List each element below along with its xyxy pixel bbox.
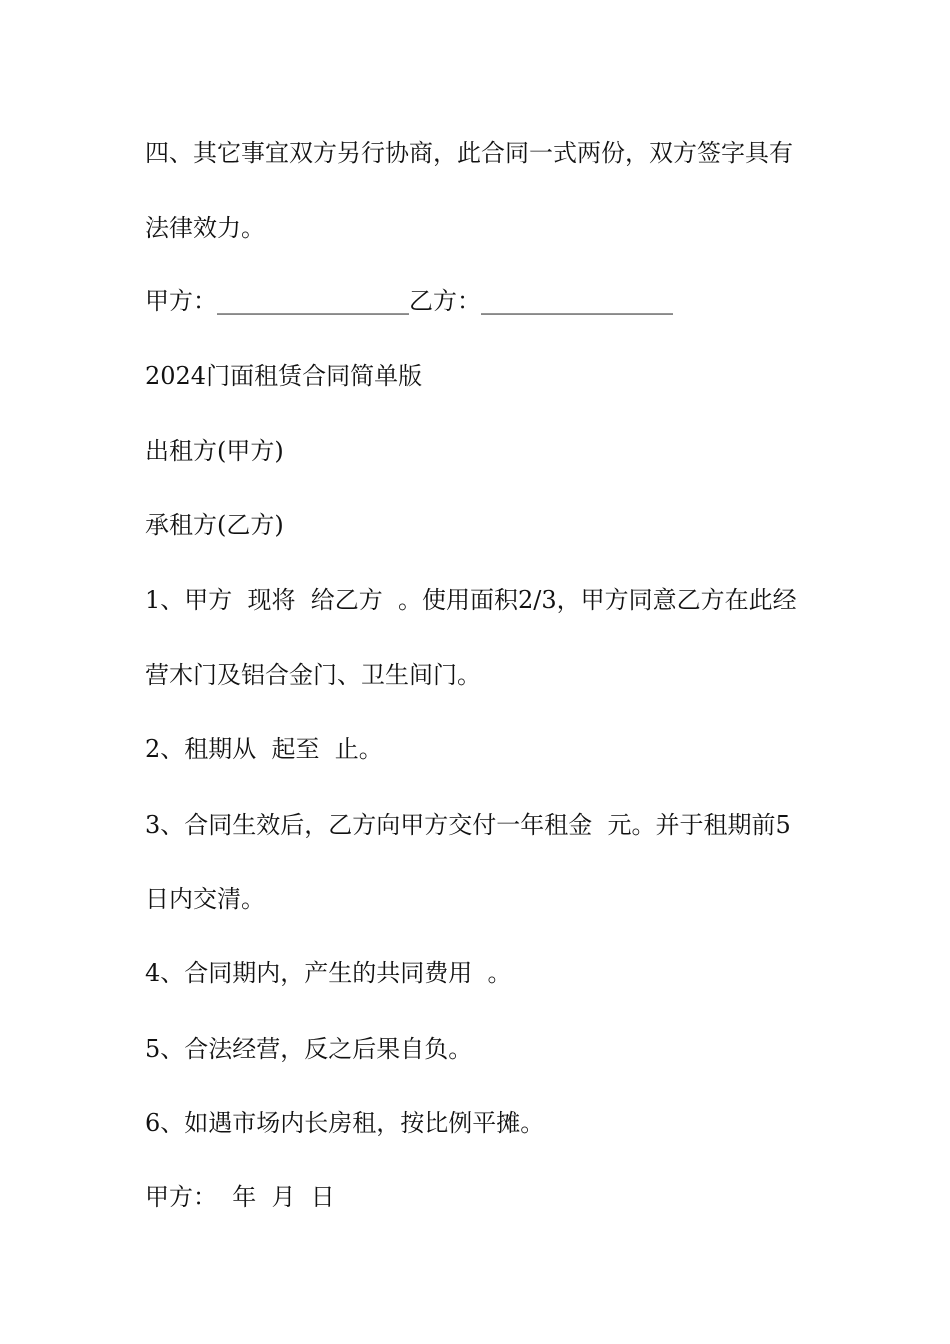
lessor-label: 出租方(甲方) bbox=[145, 437, 284, 465]
clause-3-line-2: 日内交清。 bbox=[145, 885, 265, 913]
clause-1-line-1: 1、甲方 现将 给乙方 。使用面积2/3，甲方同意乙方在此经 bbox=[145, 586, 797, 614]
clause-1-line-2: 营木门及铝合金门、卫生间门。 bbox=[145, 661, 481, 689]
clause-4-line-2: 法律效力。 bbox=[145, 214, 265, 242]
clause-5: 5、合法经营，反之后果自负。 bbox=[145, 1035, 473, 1063]
party-a-date-line: 甲方： 年 月 日 bbox=[145, 1183, 335, 1211]
clause-4: 4、合同期内，产生的共同费用 。 bbox=[145, 959, 512, 987]
lessee-label: 承租方(乙方) bbox=[145, 511, 284, 539]
clause-4-line-1: 四、其它事宜双方另行协商，此合同一式两份，双方签字具有 bbox=[145, 139, 793, 167]
clause-6: 6、如遇市场内长房租，按比例平摊。 bbox=[145, 1109, 545, 1137]
contract-title: 2024门面租赁合同简单版 bbox=[145, 362, 423, 390]
signature-line: 甲方：________________乙方：________________ bbox=[145, 287, 673, 315]
clause-2: 2、租期从 起至 止。 bbox=[145, 735, 383, 763]
clause-3-line-1: 3、合同生效后，乙方向甲方交付一年租金 元。并于租期前5 bbox=[145, 811, 791, 839]
